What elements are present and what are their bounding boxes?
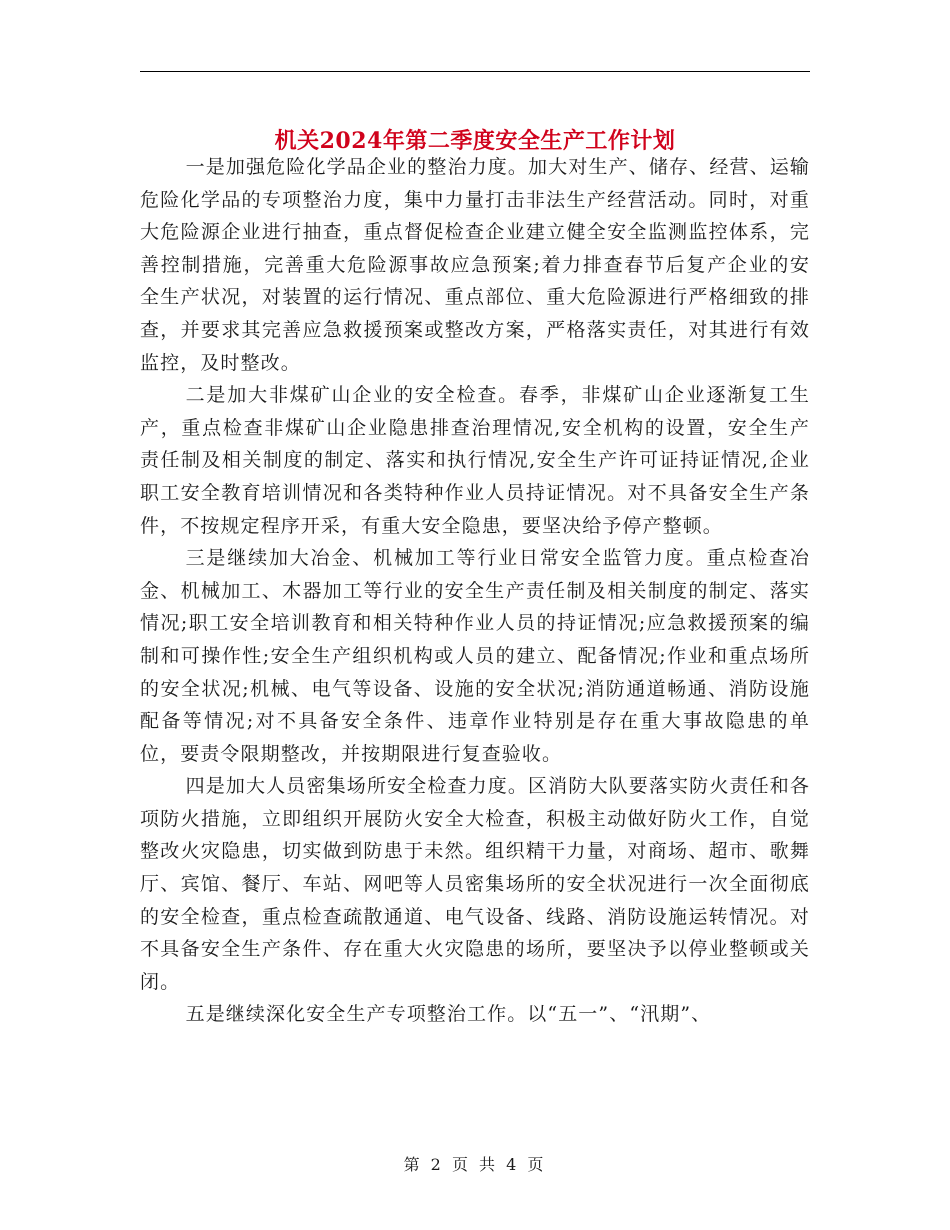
document-body: [140, 151, 810, 1031]
paragraph-4: 四是加大人员密集场所安全检查力度。区消防大队要落实防火责任和各项防火措施，立即组织开展防火安全大检查，积极主动做好防火工作，自觉整改火灾隐患，切实做到防患于未然。组织精干力量，对商场、超市、歌舞厅、宾馆、餐厅、车站、网吧等人员密集场所的安全状况进行一次全面彻底的安全检查，重点检查疏散通道、电气设备、线路、消防设施运转情况。对不具备安全生产条件、存在重大火灾隐患的场所，要坚决予以停业整顿或关闭。: [140, 775, 810, 993]
page-number-footer: 第 2 页 共 4 页: [403, 1155, 547, 1174]
paragraph-5: 五是继续深化安全生产专项整治工作。以“五一”、“汛期”、: [185, 1003, 712, 1026]
document-title: 机关2024年第二季度安全生产工作计划: [274, 127, 676, 154]
paragraph-1: 一是加强危险化学品企业的整治力度。加大对生产、储存、经营、运输危险化学品的专项整治力度，集中力量打击非法生产经营活动。同时，对重大危险源企业进行抽查，重点督促检查企业建立健全安全监测监控体系，完善控制措施，完善重大危险源事故应急预案;着力排查春节后复产企业的安全生产状况，对装置的运行情况、重点部位、重大危险源进行严格细致的排查，并要求其完善应急救援预案或整改方案，严格落实责任，对其进行有效监控，及时整改。: [140, 156, 810, 374]
paragraph-2: 二是加大非煤矿山企业的安全检查。春季，非煤矿山企业逐渐复工生产，重点检查非煤矿山企业隐患排查治理情况,安全机构的设置，安全生产责任制及相关制度的制定、落实和执行情况,安全生产许可证持证情况,企业职工安全教育培训情况和各类特种作业人员持证情况。对不具备安全生产条件，不按规定程序开采，有重大安全隐患，要坚决给予停产整顿。: [140, 384, 810, 537]
header-rule: [140, 71, 810, 72]
paragraph-3: 三是继续加大冶金、机械加工等行业日常安全监管力度。重点检查冶金、机械加工、木器加工等行业的安全生产责任制及相关制度的制定、落实情况;职工安全培训教育和相关特种作业人员的持证情况;应急救援预案的编制和可操作性;安全生产组织机构或人员的建立、配备情况;作业和重点场所的安全状况;机械、电气等设备、设施的安全状况;消防通道畅通、消防设施配备等情况;对不具备安全条件、违章作业特别是存在重大事故隐患的单位，要责令限期整改，并按期限进行复查验收。: [140, 547, 810, 765]
